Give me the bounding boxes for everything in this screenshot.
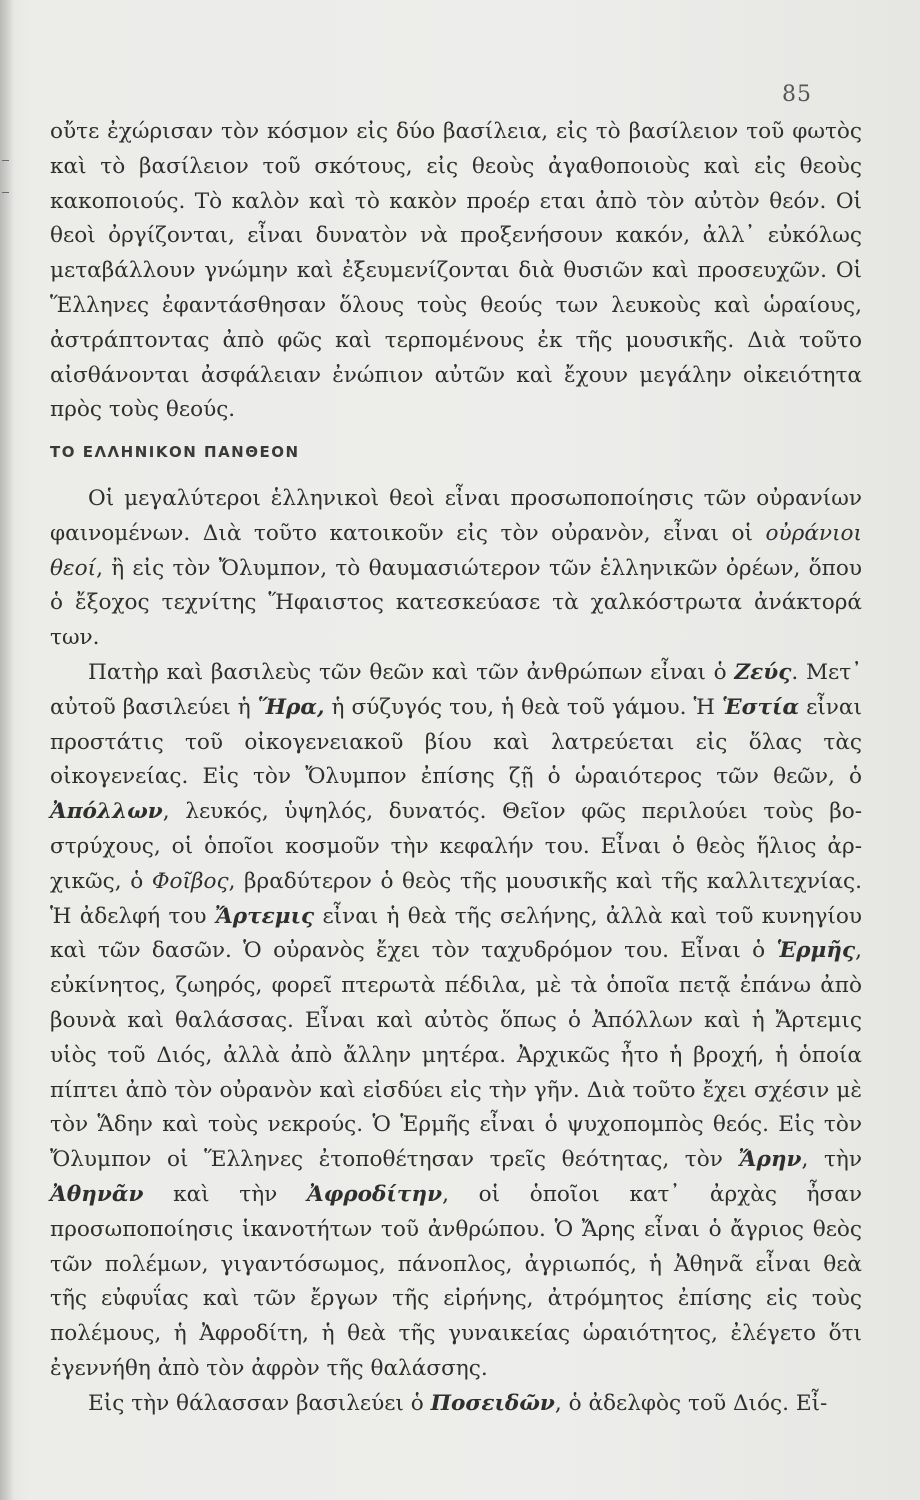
text-run: . Μετ᾿ αὐτοῦ βασιλεύει ἡ [50, 659, 862, 720]
god-name-hermes: Ἑρμῆς [776, 938, 856, 964]
text-run: , βραδύτερον ὁ θεὸς τῆς μουσικῆς καὶ τῆς καλλιτεχνίας. Ἡ ἀδελφή του [50, 868, 862, 929]
section-heading: ΤΟ ΕΛΛΗΝΙΚΟΝ ΠΑΝΘΕΟΝ [50, 443, 300, 461]
god-name-hestia: Ἑστία [721, 694, 800, 720]
god-name-artemis: Ἄρτεμις [214, 903, 315, 929]
god-name-apollo: Ἀπόλλων [50, 799, 163, 825]
margin-mark [2, 192, 9, 193]
epithet-phoebus: Φοῖβος [151, 868, 229, 894]
god-name-aphrodite: Ἀφροδίτην [306, 1181, 443, 1207]
paragraph-poseidon [50, 1387, 862, 1422]
paragraph-uranian-gods [50, 482, 862, 656]
paragraph: οὔτε ἐχώρισαν τὸν κόσμον εἰς δύο βασίλεια, εἰς τὸ βασίλειον τοῦ φωτὸς καὶ τὸ βασίλειον τοῦ σκότους, εἰς θεοὺς ἀγαθοποιοὺς καὶ εἰς θεοὺς κακοποιούς. Τὸ καλὸν καὶ τὸ κακὸν προέρ εται ἀπὸ τὸν αὐτὸν θεόν. Οἱ θεοὶ ὀργίζονται, εἶναι δυνατὸν νὰ προξενήσουν κακόν, ἀλλ᾿ εὐκόλως μεταβάλλουν γνώμην καὶ ἐξευμενίζονται διὰ θυσιῶν καὶ προσευχῶν. Οἱ Ἕλληνες ἐφαντάσθησαν ὅλους τοὺς θεούς των λευκοὺς καὶ ὡραίους, ἀστράπτοντας ἀπὸ φῶς καὶ τερπομένους ἐκ τῆς μουσικῆς. Διὰ τοῦτο αἰσθάνονται ἀσφάλειαν ἐνώπιον αὐτῶν καὶ ἔχουν μεγάλην οἰκειότητα πρὸς τοὺς θεούς. [50, 119, 862, 423]
text-run: καὶ τὴν [143, 1181, 307, 1207]
text-run: Οἱ μεγαλύτεροι ἑλληνικοὶ θεοὶ εἶναι προσωποποίησις τῶν οὐρανίων φαινομένων. Διὰ τοῦτο κατοικοῦν εἰς τὸν οὐρανὸν, εἶναι οἱ [50, 486, 862, 546]
god-name-athena: Ἀθηνᾶν [50, 1181, 144, 1207]
text-run: , ἢ εἰς τὸν Ὄλυμπον, τὸ θαυμασιώτερον τῶν ἑλληνικῶν ὀρέων, ὅπου ὁ ἔξοχος τεχνίτης Ἥφαιστος κατεσκεύασε τὰ χαλκόστρωτα ἀνάκτορά των. [50, 555, 862, 651]
intro-text-block [50, 115, 862, 428]
pantheon-text-block [50, 482, 862, 1422]
text-run: , λευκός, ὑψηλός, δυνατός. Θεῖον φῶς περιλούει τοὺς βοστρύχους, οἱ ὁποῖοι κοσμοῦν τὴν κεφαλήν του. Εἶναι ὁ θεὸς ἥλιος ἀρχικῶς, ὁ [50, 799, 862, 894]
god-name-hera: Ἥρα, [257, 694, 325, 720]
page-number: 85 [782, 82, 812, 107]
paragraph-olympians [50, 656, 862, 1387]
text-run: Εἰς τὴν θάλασσαν βασιλεύει ὁ [88, 1390, 431, 1416]
text-run: εἶναι ἡ θεὰ τῆς σελήνης, ἀλλὰ καὶ τοῦ κυνηγίου καὶ τῶν δασῶν. Ὁ οὐρανὸς ἔχει τὸν ταχυδρόμον του. Εἶναι ὁ [50, 903, 862, 964]
text-run: , εὐκίνητος, ζωηρός, φορεῖ πτερωτὰ πέδιλα, μὲ τὰ ὁποῖα πετᾷ ἐπάνω ἀπὸ βουνὰ καὶ θαλάσσας. Εἶναι καὶ αὐτὸς ὅπως ὁ Ἀπόλλων καὶ ἡ Ἄρτεμις υἱὸς τοῦ Διός, ἀλλὰ ἀπὸ ἄλλην μητέρα. Ἀρχικῶς ἦτο ἡ βροχή, ἡ ὁποία πίπτει ἀπὸ τὸν οὐρανὸν καὶ εἰσδύει εἰς τὴν γῆν. Διὰ τοῦτο ἔχει σχέσιν μὲ τὸν Ἅδην καὶ τοὺς νεκρούς. Ὁ Ἑρμῆς εἶναι ὁ ψυχοπομπὸς θεός. Εἰς τὸν Ὄλυμπον οἱ Ἕλληνες ἐτοποθέτησαν τρεῖς θεότητας, τὸν [50, 938, 862, 1173]
italic-term: οὐράνιοι θεοί [50, 520, 862, 581]
text-run: εἶναι προστάτις τοῦ οἰκογενειακοῦ βίου καὶ λατρεύεται εἰς ὅλας τὰς οἰκογενείας. Εἰς τὸν Ὄλυμπον ἐπίσης ζῇ ὁ ὡραιότερος τῶν θεῶν, ὁ [50, 694, 862, 790]
spine-shadow [0, 0, 14, 1500]
text-run: Πατὴρ καὶ βασιλεὺς τῶν θεῶν καὶ τῶν ἀνθρώπων εἶναι ὁ [88, 659, 735, 685]
god-name-poseidon: Ποσειδῶν [430, 1390, 555, 1416]
text-run: , ὁ ἀδελφὸς τοῦ Διός. Εἶ- [554, 1390, 828, 1416]
god-name-ares: Ἄρην [738, 1147, 802, 1173]
text-run: , τὴν [801, 1147, 862, 1173]
text-run: , οἱ ὁποῖοι κατ᾿ ἀρχὰς ἦσαν προσωποποίησις ἱκανοτήτων τοῦ ἀνθρώπου. Ὁ Ἄρης εἶναι ὁ ἄγριος θεὸς τῶν πολέμων, γιγαντόσωμος, πάνοπλος, ἀγριωπός, ἡ Ἀθηνᾶ εἶναι θεὰ τῆς εὐφυΐας καὶ τῶν ἔργων τῆς εἰρήνης, ἀτρόμητος ἐπίσης εἰς τοὺς πολέμους, ἡ Ἀφροδίτη, ἡ θεὰ τῆς γυναικείας ὡραιότητος, ἐλέγετο ὅτι ἐγεννήθη ἀπὸ τὸν ἀφρὸν τῆς θαλάσσης. [50, 1181, 862, 1381]
text-run: ἡ σύζυγός του, ἡ θεὰ τοῦ γάμου. Ἡ [324, 694, 722, 720]
margin-mark [2, 160, 9, 161]
god-name-zeus: Ζεύς [734, 659, 792, 685]
